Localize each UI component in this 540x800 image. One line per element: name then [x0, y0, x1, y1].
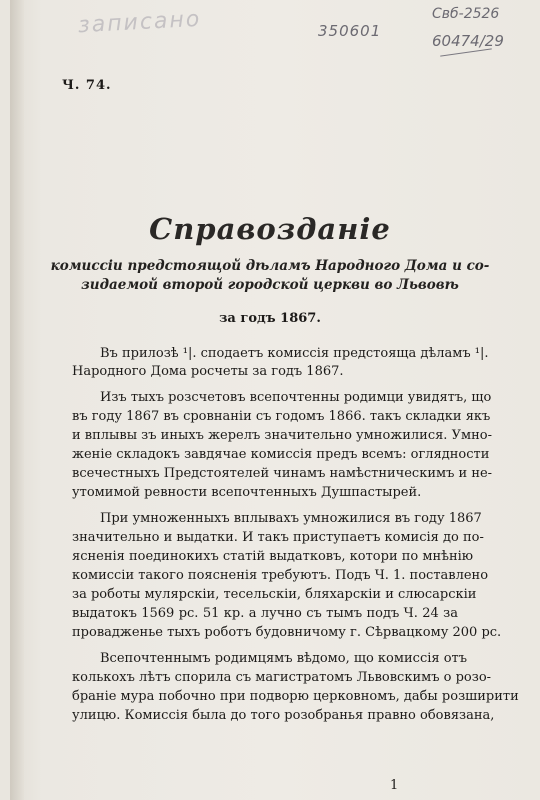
- subtitle-line-2: зидаемой второй городской церкви во Львовѣ: [81, 277, 459, 293]
- body-line: за роботы мулярскіи, тесельскіи, бляхарскіи и слюсарскіи: [72, 587, 477, 602]
- faint-stamp: записано: [77, 6, 202, 39]
- page-number-label: Ч. 74.: [62, 78, 112, 93]
- body-line: Изъ тыхъ розсчетовъ всепочтенны родимци увидятъ, що: [100, 390, 492, 405]
- body-line: Въ прилозѣ ¹|. сподаетъ комиссія предстоящa дѣламъ ¹|.: [100, 346, 489, 361]
- subtitle-line-1: комиссіи предстоящой дѣламъ Народного Дома и со-: [50, 258, 490, 274]
- body-line: Народного Дома росчеты за годъ 1867.: [72, 364, 344, 379]
- page-spine: [10, 0, 24, 800]
- body-line: выдатокъ 1569 рс. 51 кр. а лучно съ тымъ подъ Ч. 24 за: [72, 606, 458, 621]
- body-line: всечестныхъ Предстоятелей чинамъ намѣстническимъ и не-: [72, 466, 493, 481]
- body-line: ясненія поединокихъ статій выдатковъ, котори по мнѣнію: [72, 549, 474, 564]
- body-line: и вплывы зъ иныхъ жерелъ значительно умножилися. Умно-: [72, 428, 492, 443]
- folio-number: 1: [390, 778, 399, 793]
- body-line: провадженье тыхъ роботъ будовничому г. Сѣрвацкому 200 рс.: [72, 625, 502, 640]
- body-line: колькохъ лѣтъ спорила съ магистратомъ Львовскимъ о розо-: [72, 670, 492, 685]
- inventory-number-stamp: 350601: [318, 22, 382, 40]
- body-line: браніе мура побочно при подворю церковномъ, дабы розширити: [72, 689, 519, 704]
- document-title: Справозданіе: [149, 212, 391, 246]
- body-line: Всепочтеннымъ родимцямъ вѣдомо, що комисcія отъ: [100, 651, 468, 666]
- shelf-code-stamp: Свб-2526: [432, 6, 500, 22]
- body-line: женіе складокъ завдячае комиссія предъ всемъ: оглядности: [72, 447, 490, 462]
- body-line: При умноженныхъ вплывахъ умножилися въ году 1867: [100, 511, 482, 526]
- body-line: утомимой ревности всепочтенныхъ Душпастырей.: [72, 485, 422, 500]
- body-line: улицю. Комиссія была до того розобранья правно обовязана,: [72, 708, 495, 723]
- body-line: въ году 1867 въ сровнаніи съ годомъ 1866. такъ складки якъ: [72, 409, 491, 424]
- body-line: значительно и выдатки. И такъ приступаетъ комисія до по-: [72, 530, 484, 545]
- catalog-code-stamp: 60474/29: [432, 32, 504, 50]
- body-line: комиссіи такого поясненія требуютъ. Подъ Ч. 1. поставлено: [72, 568, 489, 583]
- year-line: за годъ 1867.: [219, 311, 321, 326]
